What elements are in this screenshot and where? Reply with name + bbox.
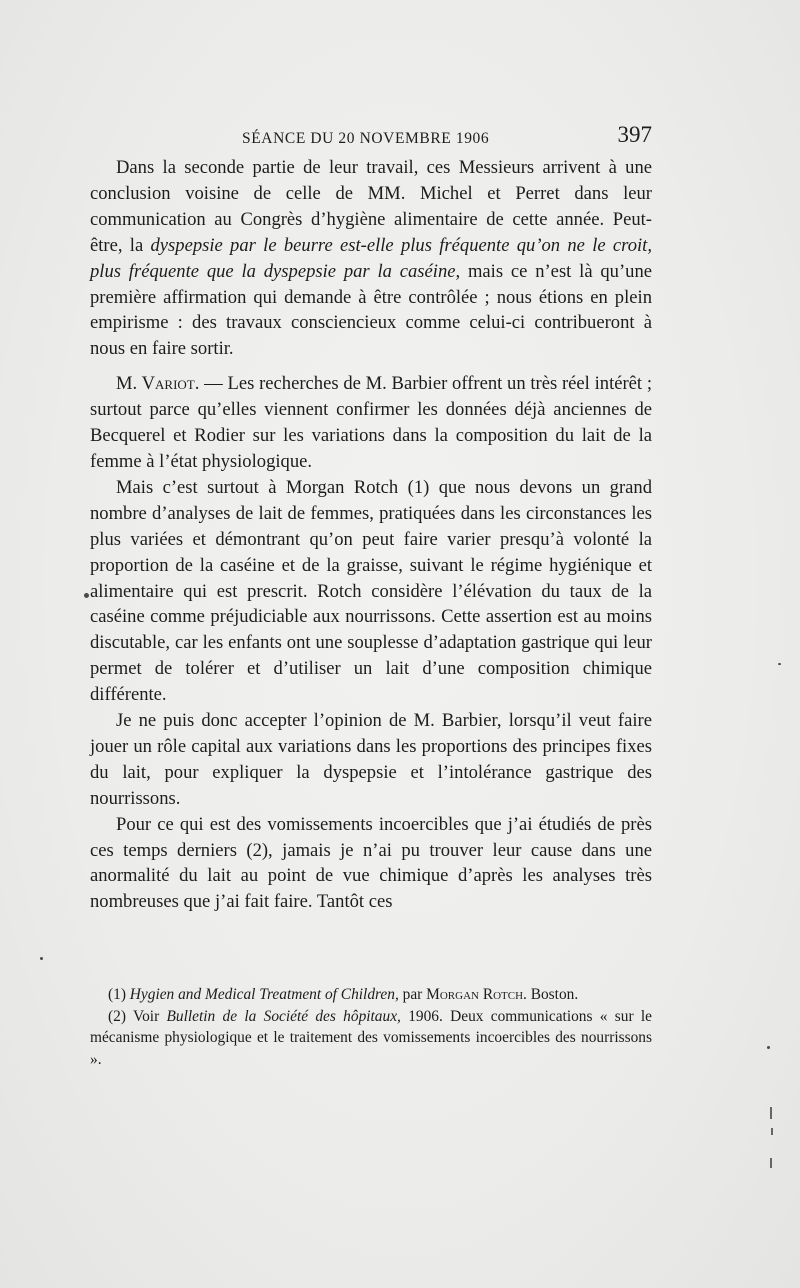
footnote-2-title: Bulletin de la Société des hôpitaux,: [166, 1007, 401, 1025]
paragraph-2: [90, 371, 652, 475]
footnote-1-marker: (1): [108, 986, 130, 1003]
paragraph-3: Mais c’est surtout à Morgan Rotch (1) que nous devons un grand nombre d’analyses de lait de femmes, pratiquées dans les circonstances les plus variées et démontrant qu’on peut faire varier presqu’à volonté la proportion de la caséine et de la graisse, suivant le régime hygiénique et alimentaire qui est prescrit. Rotch considère l’élévation du taux de la caséine comme préjudiciable aux nourrissons. Cette assertion est au moins discutable, car les enfants ont une souplesse d’adaptation gastrique qui leur permet de tolérer et d’utiliser un lait d’une composition chimique différente.: [90, 476, 652, 706]
margin-mark: [771, 1128, 773, 1135]
margin-mark: [770, 1107, 772, 1119]
paragraph-5: Pour ce qui est des vomissements incoercibles que j’ai étudiés de près ces temps derniers (2), jamais je n’ai pu trouver leur cause dans une anormalité du lait au point de vue chimique d’après les analyses très nombreuses que j’ai fait faire. Tantôt ces: [90, 813, 652, 913]
page-number: 397: [617, 122, 652, 147]
footnote-1-by: par: [398, 986, 427, 1003]
paper-speck: [778, 663, 781, 665]
paper-speck: [40, 957, 43, 960]
footnote-1-title: Hygien and Medical Treatment of Children,: [129, 986, 399, 1003]
paragraph-1-text-a: Dans la seconde partie de leur travail, ces Messieurs arrivent à une conclusion voisine de celle de MM. Michel et Perret dans leur communication au Congrès d’hygiène alimentaire de cette année. Peut-être, la: [90, 157, 652, 256]
footnote-2: [90, 1006, 652, 1071]
footnote-2-marker: (2) Voir: [108, 1007, 167, 1025]
paragraph-2-text: . — Les recherches de M. Barbier offrent un très réel intérêt ; surtout parce qu’elles viennent confirmer les données déjà anciennes de Becquerel et Rodier sur les variations dans la composition du lait de la femme à l’état physiologique.: [90, 373, 653, 472]
footnote-1: [90, 984, 652, 1006]
paragraph-1: [90, 155, 652, 362]
paper-speck: [84, 593, 89, 598]
footnote-1-author: Morgan Rotch: [426, 986, 524, 1003]
paragraph-1-text-c: mais ce n’est là qu’une première affirmation qui demande à être contrôlée ; nous étions en plein empirisme : des travaux consciencieux comme celui-ci contribueront à nous en faire sortir.: [90, 260, 653, 360]
speaker-name: M. Variot: [116, 373, 195, 395]
running-title: SÉANCE DU 20 NOVEMBRE 1906: [242, 130, 490, 147]
page-header: [90, 122, 652, 156]
paper-speck: [767, 1046, 770, 1049]
footnote-2-rest: 1906. Deux communications « sur le mécanisme physiologique et le traitement des vomissements incoercibles des nourrissons ».: [90, 1007, 652, 1068]
body-text: [90, 155, 652, 915]
footnotes: [90, 984, 652, 1070]
paragraph-4: Je ne puis donc accepter l’opinion de M. Barbier, lorsqu’il veut faire jouer un rôle capital aux variations dans les proportions des principes fixes du lait, pour expliquer la dyspepsie et l’intolérance gastrique des nourrissons.: [90, 710, 652, 809]
paragraph-1-italic: dyspepsie par le beurre est-elle plus fréquente qu’on ne le croit, plus fréquente que la dyspepsie par la caséine,: [90, 234, 652, 282]
margin-mark: [770, 1158, 772, 1168]
footnote-1-rest: . Boston.: [523, 986, 579, 1003]
